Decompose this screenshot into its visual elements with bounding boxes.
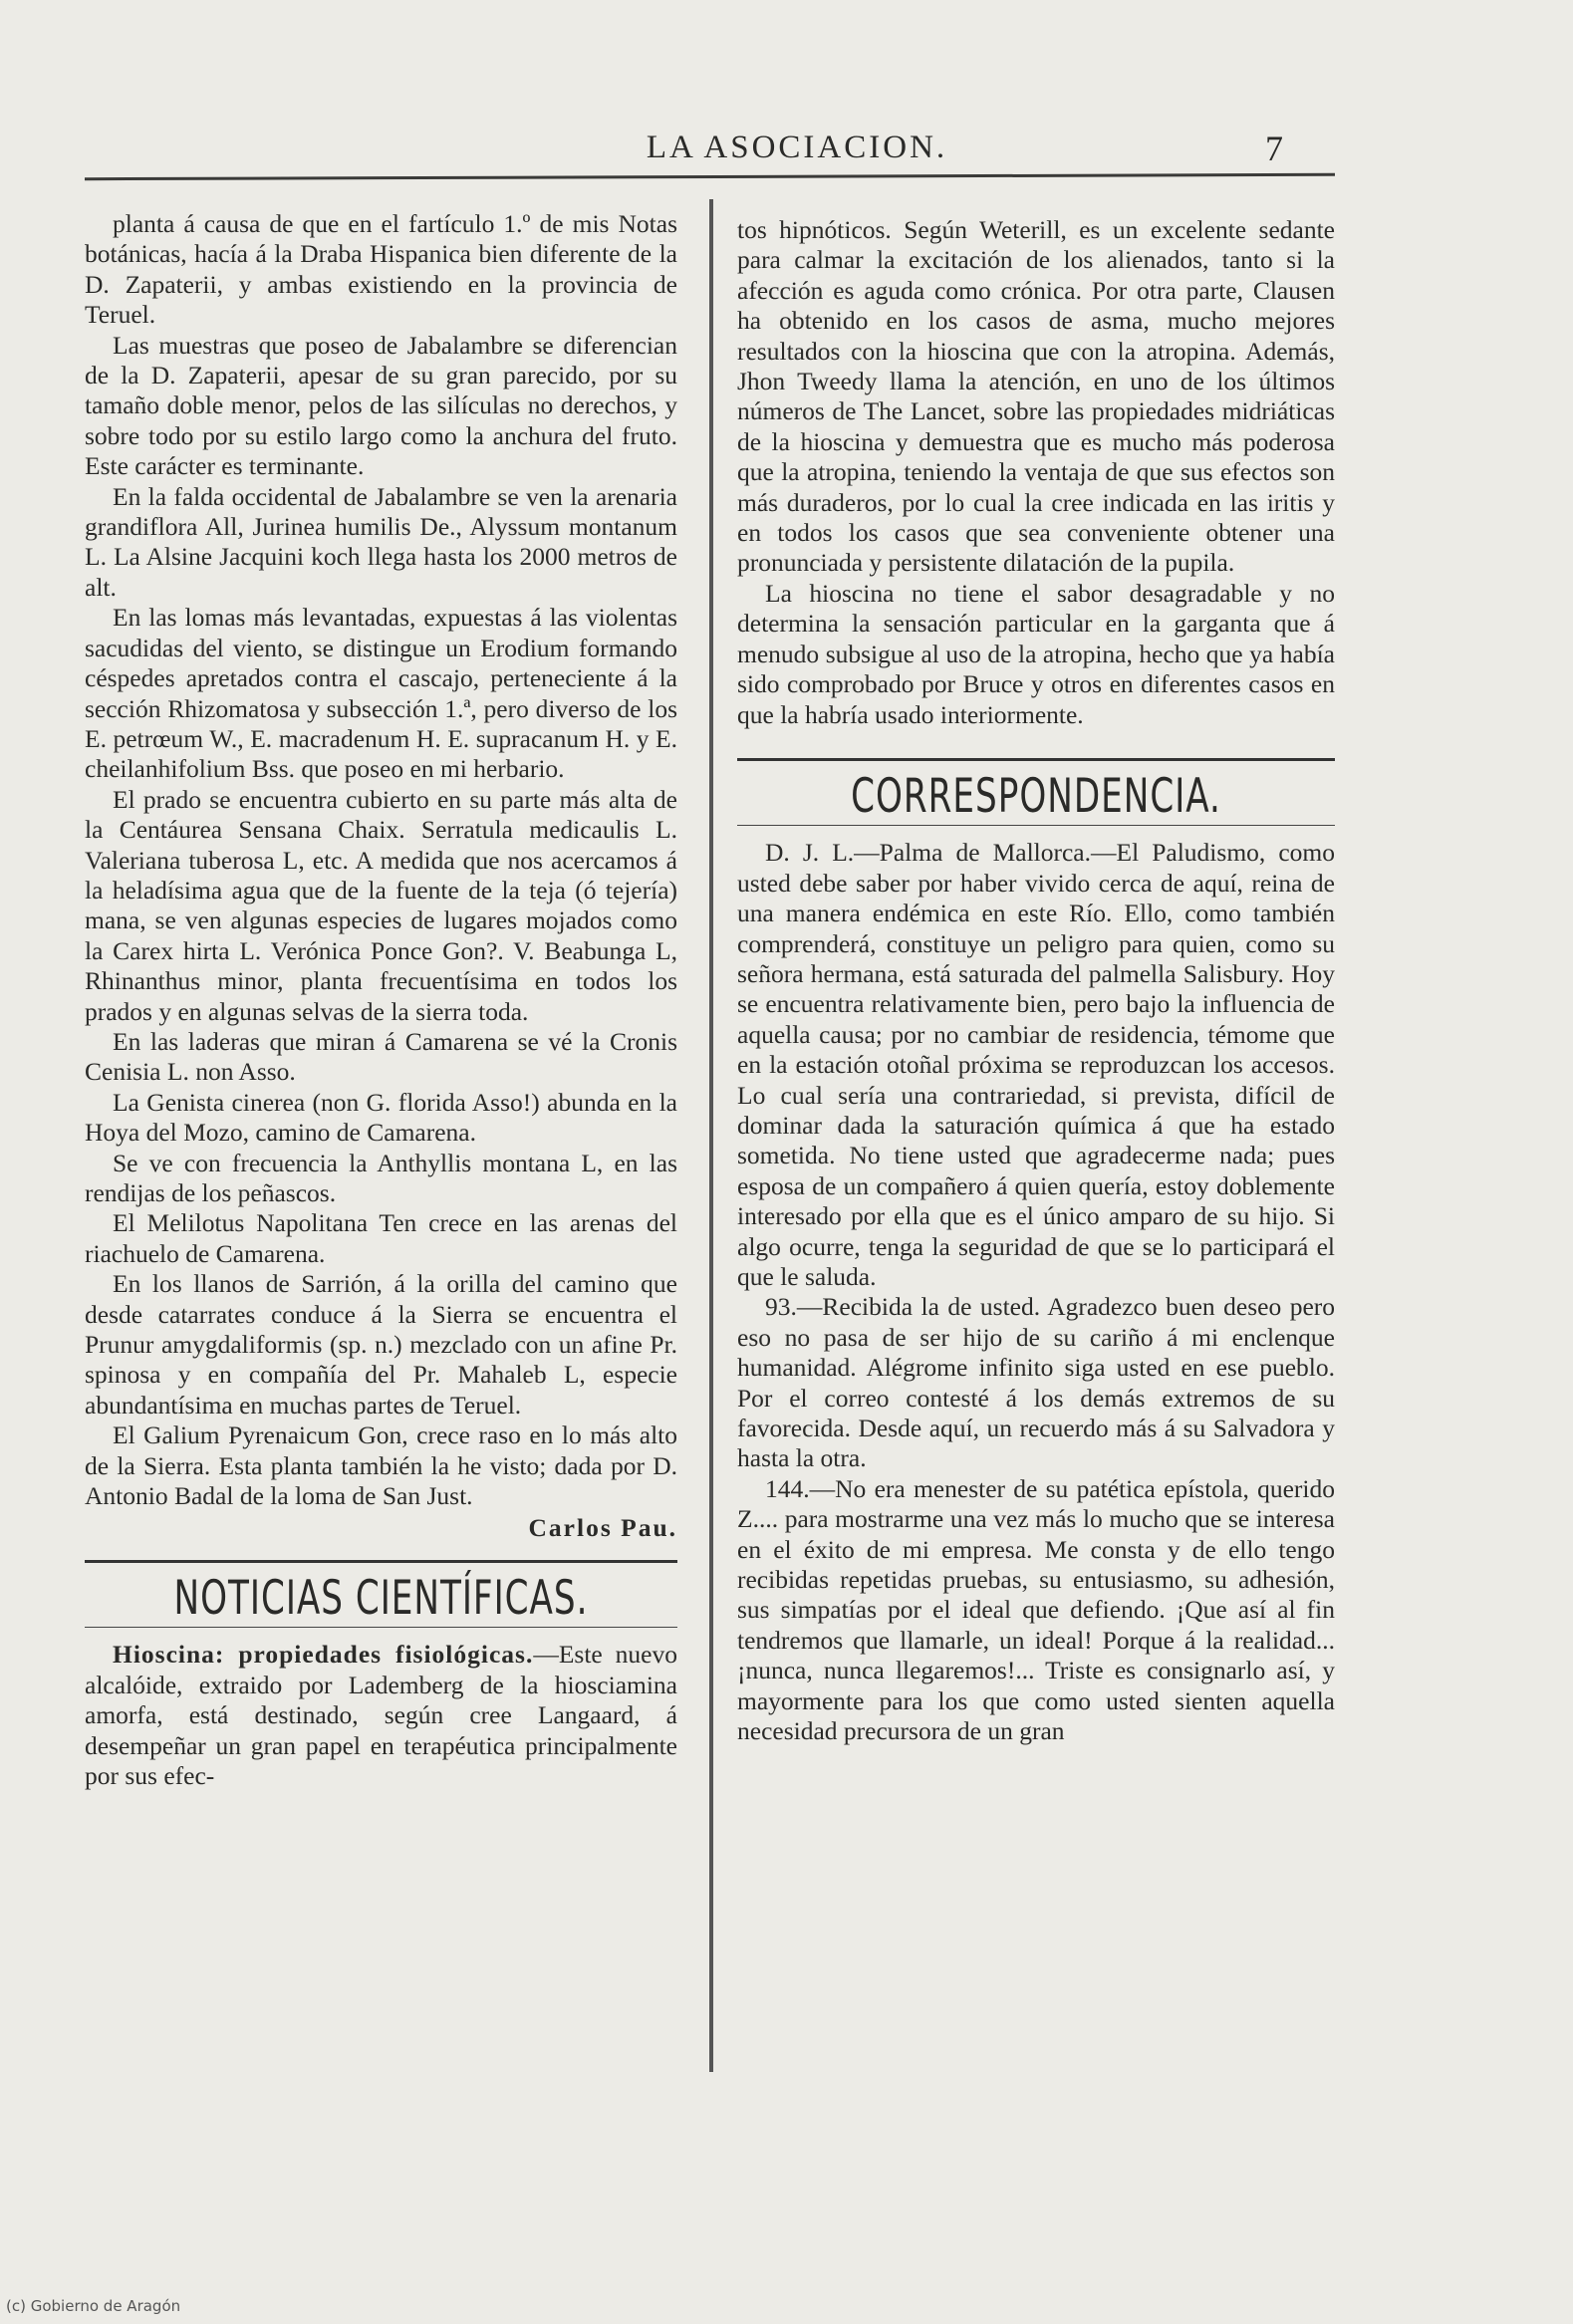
right-column xyxy=(737,215,1335,1747)
header-rule xyxy=(85,173,1335,180)
news-body: —Este nuevo alcalóide, extraido por Lademberg de la hiosciamina amorfa, está destinado, según cree Langaard, á desempeñar un gran papel en terapéutica principalmente por sus efec- xyxy=(85,1640,677,1790)
page-number: 7 xyxy=(1265,129,1283,168)
section-rule-thin xyxy=(737,825,1335,826)
paragraph: Las muestras que poseo de Jabalambre se diferencian de la D. Zapaterii, apesar de su gran parecido, por su tamaño doble menor, pelos de las silículas no derechos, y sobre todo por su estilo largo como la anchura del fruto. Este carácter es terminante. xyxy=(85,330,677,481)
news-item xyxy=(85,1640,677,1791)
column-divider xyxy=(709,199,713,2072)
letter: 93.—Recibida la de usted. Agradezco buen deseo pero eso no pasa de ser hijo de su cariño á mi enclenque humanidad. Alégrome infinito siga usted en ese pueblo. Por el correo contesté á los demás extremos de su favorecida. Desde aquí, un recuerdo más á su Salvadora y hasta la otra. xyxy=(737,1292,1335,1473)
news-headline: Hioscina: propiedades fisiológicas. xyxy=(113,1640,534,1670)
section-rule-thin xyxy=(85,1627,677,1628)
paragraph: El Melilotus Napolitana Ten crece en las arenas del riachuelo de Camarena. xyxy=(85,1208,677,1268)
section-rule xyxy=(737,758,1335,761)
paragraph: En la falda occidental de Jabalambre se ven la arenaria grandiflora All, Jurinea humilis De., Alyssum montanum L. La Alsine Jacquini koch llega hasta los 2000 metros de alt. xyxy=(85,481,677,602)
paragraph: tos hipnóticos. Según Weterill, es un excelente sedante para calmar la excitación de los alienados, tanto si la afección es aguda como crónica. Por otra parte, Clausen ha obtenido en los casos de asma, mucho mejores resultados con la hioscina que con la atropina. Además, Jhon Tweedy llama la atención, en uno de los últimos números de The Lancet, sobre las propiedades midriáticas de la hioscina y demuestra que es mucho más poderosa que la atropina, teniendo la ventaja de que sus efectos son más duraderos, por lo cual la cree indicada en las iritis y en todos los casos que sea conveniente obtener una pronunciada y persistente dilatación de la pupila. xyxy=(737,215,1335,578)
paragraph: El prado se encuentra cubierto en su parte más alta de la Centáurea Sensana Chaix. Serratula medicaulis L. Valeriana tuberosa L, etc. A medida que nos acercamos á la heladísima agua que de la fuente de la teja (ó tejería) mana, se ven algunas especies de lugares mojados como la Carex hirta L. Verónica Ponce Gon?. V. Beabunga L, Rhinanthus minor, planta frecuentísima en todos los prados y en algunas selvas de la sierra toda. xyxy=(85,784,677,1026)
paragraph: En las laderas que miran á Camarena se vé la Cronis Cenisia L. non Asso. xyxy=(85,1026,677,1087)
paragraph: Se ve con frecuencia la Anthyllis montana L, en las rendijas de los peñascos. xyxy=(85,1148,677,1207)
running-title: LA ASOCIACION. xyxy=(646,129,948,165)
paragraph: planta á causa de que en el fartículo 1.º de mis Notas botánicas, hacía á la Draba Hispanica bien diferente de la D. Zapaterii, y ambas existiendo en la provincia de Teruel. xyxy=(85,209,677,330)
letter: D. J. L.—Palma de Mallorca.—El Paludismo, como usted debe saber por haber vivido cerca de aquí, reina de una manera endémica en este Río. Ello, como también comprenderá, constituye un peligro para quien, como su señora hermana, está saturada del palmella Salisbury. Hoy se encuentra relativamente bien, pero bajo la influencia de aquella causa; por no cambiar de residencia, témome que en la estación otoñal próxima se reproduzcan los accesos. Lo cual sería una contrariedad, si prevista, difícil de dominar dada la saturación química á que ha estado sometida. No tiene usted que agradecerme nada; pues esposa de un compañero á quien quería, estoy doblemente interesado por ella que es el único amparo de su hijo. Si algo ocurre, tenga la seguridad de que se lo participará el que le saluda. xyxy=(737,838,1335,1291)
author-signature: Carlos Pau. xyxy=(528,1513,677,1543)
paragraph: La hioscina no tiene el sabor desagradable y no determina la sensación particular en la garganta que á menudo subsigue al uso de la atropina, hecho que ya había sido comprobado por Bruce y otros en diferentes casos en que la habría usado interiormente. xyxy=(737,578,1335,729)
paragraph: El Galium Pyrenaicum Gon, crece raso en lo más alto de la Sierra. Esta planta también la he visto; dada por D. Antonio Badal de la loma de San Just. xyxy=(85,1420,677,1511)
paragraph: En los llanos de Sarrión, á la orilla del camino que desde catarrates conduce á la Sierra se encuentra el Prunur amygdaliformis (sp. n.) mezclado con un afine Pr. spinosa y en compañía del Pr. Mahaleb L, especie abundantísima en muchas partes de Teruel. xyxy=(85,1269,677,1420)
left-column xyxy=(85,209,677,1791)
letter: 144.—No era menester de su patética epístola, querido Z.... para mostrarme una vez más lo mucho que se interesa en el éxito de mi empresa. Me consta y de ello tengo recibidas repetidas pruebas, su entusiasmo, su adhesión, sus simpatías por el ideal que defiendo. ¡Que así al fin tendremos que llamarle, un ideal! Porque á la realidad... ¡nunca, nunca llegaremos!... Triste es consignarlo así, y mayormente para los que como usted sienten aquella necesidad precursora de un gran xyxy=(737,1473,1335,1746)
section-title-noticias: NOTICIAS CIENTÍFICAS. xyxy=(173,1570,589,1626)
section-title-correspondencia: CORRESPONDENCIA. xyxy=(851,768,1221,824)
paragraph: En las lomas más levantadas, expuestas á las violentas sacudidas del viento, se distingue un Erodium formando céspedes apretados contra el cascajo, perteneciente á la sección Rhizomatosa y subsección 1.ª, pero diverso de los E. petrœum W., E. macradenum H. E. supracanum H. y E. cheilanhifolium Bss. que poseo en mi herbario. xyxy=(85,603,677,784)
paragraph: La Genista cinerea (non G. florida Asso!) abunda en la Hoya del Mozo, camino de Camarena. xyxy=(85,1087,677,1148)
copyright-credit: (c) Gobierno de Aragón xyxy=(6,2297,181,2315)
section-rule xyxy=(85,1560,677,1563)
